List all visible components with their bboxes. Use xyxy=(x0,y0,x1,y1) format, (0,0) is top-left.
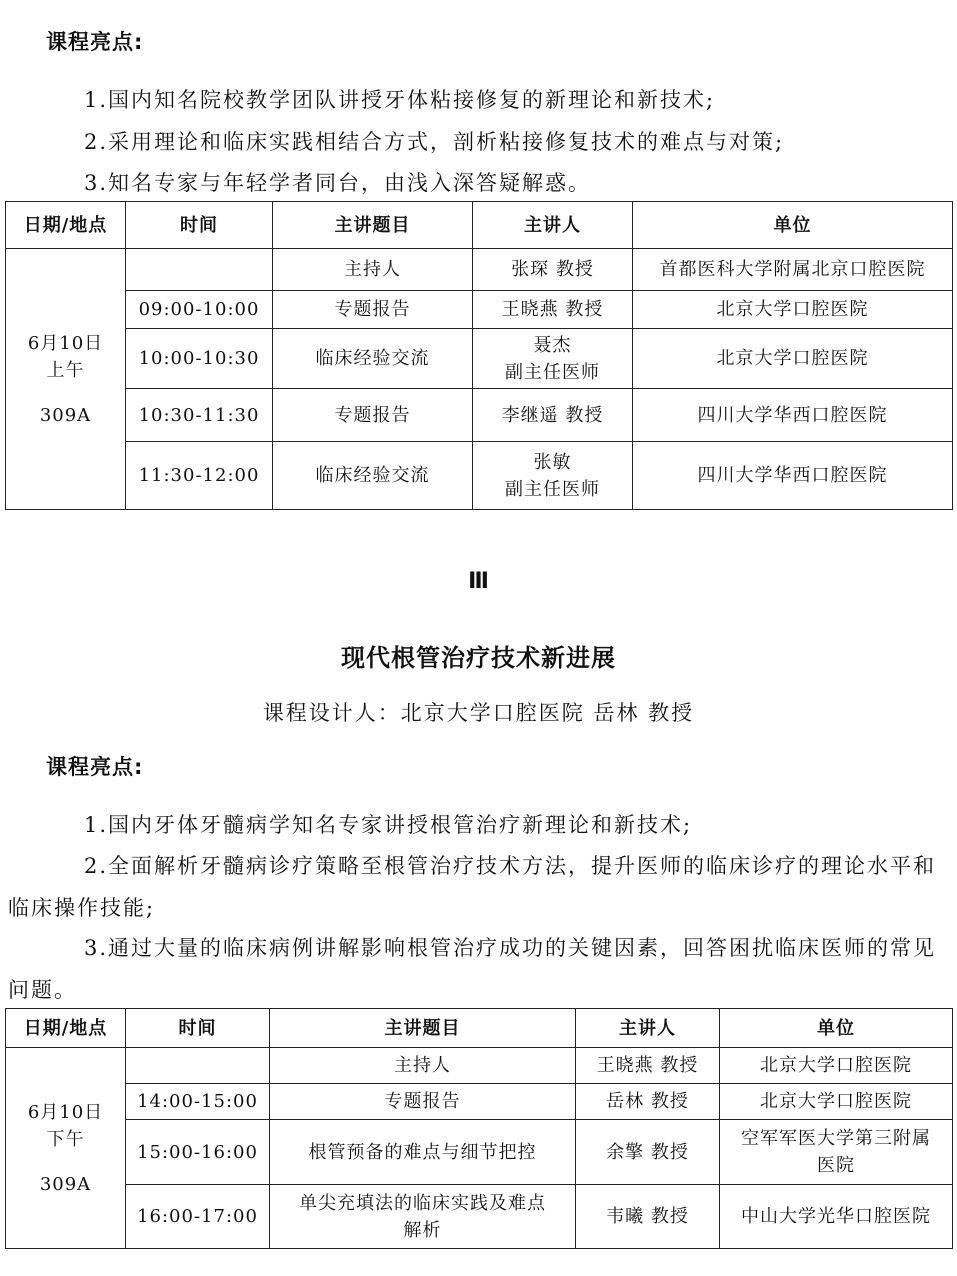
date: 6月10日 xyxy=(27,332,104,354)
header-speaker: 主讲人 xyxy=(576,1009,720,1048)
header-speaker: 主讲人 xyxy=(473,202,633,249)
speaker-cell: 王晓燕 教授 xyxy=(473,291,633,329)
highlight-item: 1.国内牙体牙髓病学知名专家讲授根管治疗新理论和新技术; xyxy=(84,813,693,837)
highlight-item: 3.通过大量的临床病例讲解影响根管治疗成功的关键因素，回答困扰临床医师的常见问题。 xyxy=(8,936,937,1002)
unit-cell: 中山大学光华口腔医院 xyxy=(720,1185,953,1249)
highlights-heading: 课程亮点: xyxy=(46,755,144,779)
topic-cell: 根管预备的难点与细节把控 xyxy=(270,1120,576,1185)
date: 6月10日 xyxy=(27,1101,104,1123)
time-cell: 09:00-10:00 xyxy=(126,291,273,329)
speaker-name: 聂杰 xyxy=(533,334,572,356)
header-time: 时间 xyxy=(126,1009,270,1048)
speaker-cell: 李继遥 教授 xyxy=(473,389,633,442)
highlight-item: 2.全面解析牙髓病诊疗策略至根管治疗技术方法，提升医师的临床诊疗的理论水平和临床操作技能; xyxy=(8,854,937,920)
unit-cell xyxy=(720,1120,953,1185)
header-topic: 主讲题目 xyxy=(270,1009,576,1048)
topic-cell xyxy=(270,1185,576,1249)
date-location-cell xyxy=(6,1048,126,1249)
room: 309A xyxy=(39,404,92,426)
speaker-cell: 韦曦 教授 xyxy=(576,1185,720,1249)
highlight-item: 2.采用理论和临床实践相结合方式，剖析粘接修复技术的难点与对策; xyxy=(84,130,785,154)
time-cell: 11:30-12:00 xyxy=(126,442,273,510)
topic-cell: 主持人 xyxy=(270,1048,576,1084)
highlight-item: 3.知名专家与年轻学者同台，由浅入深答疑解惑。 xyxy=(84,171,592,195)
session: 上午 xyxy=(46,359,85,381)
header-topic: 主讲题目 xyxy=(273,202,473,249)
time-cell: 16:00-17:00 xyxy=(126,1185,270,1249)
topic-cell: 专题报告 xyxy=(273,291,473,329)
topic-cell: 专题报告 xyxy=(270,1084,576,1120)
section-numeral: Ⅲ xyxy=(468,569,489,594)
speaker-cell: 张琛 教授 xyxy=(473,249,633,291)
unit-cell: 四川大学华西口腔医院 xyxy=(633,442,953,510)
speaker-cell: 王晓燕 教授 xyxy=(576,1048,720,1084)
time-cell: 14:00-15:00 xyxy=(126,1084,270,1120)
header-time: 时间 xyxy=(126,202,273,249)
unit-line: 医院 xyxy=(817,1155,855,1176)
header-unit: 单位 xyxy=(720,1009,953,1048)
time-cell xyxy=(126,1048,270,1084)
header-unit: 单位 xyxy=(633,202,953,249)
highlights-heading: 课程亮点: xyxy=(46,30,144,54)
speaker-cell xyxy=(473,329,633,389)
section-title: 现代根管治疗技术新进展 xyxy=(341,644,616,672)
time-cell xyxy=(126,249,273,291)
unit-cell: 北京大学口腔医院 xyxy=(633,329,953,389)
topic-cell: 临床经验交流 xyxy=(273,329,473,389)
schedule-table-morning xyxy=(5,201,953,510)
topic-line: 解析 xyxy=(403,1219,442,1241)
unit-cell: 北京大学口腔医院 xyxy=(720,1084,953,1120)
speaker-name: 张敏 xyxy=(533,451,572,473)
unit-cell: 首都医科大学附属北京口腔医院 xyxy=(633,249,953,291)
speaker-cell xyxy=(473,442,633,510)
unit-cell: 北京大学口腔医院 xyxy=(633,291,953,329)
unit-cell: 四川大学华西口腔医院 xyxy=(633,389,953,442)
topic-cell: 专题报告 xyxy=(273,389,473,442)
highlight-item: 1.国内知名院校教学团队讲授牙体粘接修复的新理论和新技术; xyxy=(84,88,716,112)
topic-cell: 主持人 xyxy=(273,249,473,291)
speaker-cell: 岳林 教授 xyxy=(576,1084,720,1120)
time-cell: 15:00-16:00 xyxy=(126,1120,270,1185)
speaker-cell: 余擎 教授 xyxy=(576,1120,720,1185)
speaker-title: 副主任医师 xyxy=(505,361,600,383)
time-cell: 10:00-10:30 xyxy=(126,329,273,389)
header-date-location: 日期/地点 xyxy=(6,1009,126,1048)
room: 309A xyxy=(39,1173,92,1195)
date-location-cell xyxy=(6,249,126,510)
course-designer: 课程设计人：北京大学口腔医院 岳林 教授 xyxy=(262,701,695,725)
header-date-location: 日期/地点 xyxy=(6,202,126,249)
schedule-table-afternoon xyxy=(5,1008,953,1249)
topic-line: 单尖充填法的临床实践及难点 xyxy=(299,1192,546,1214)
time-cell: 10:30-11:30 xyxy=(126,389,273,442)
unit-line: 空军军医大学第三附属 xyxy=(741,1128,931,1149)
session: 下午 xyxy=(46,1128,85,1150)
unit-cell: 北京大学口腔医院 xyxy=(720,1048,953,1084)
topic-cell: 临床经验交流 xyxy=(273,442,473,510)
speaker-title: 副主任医师 xyxy=(505,478,600,500)
